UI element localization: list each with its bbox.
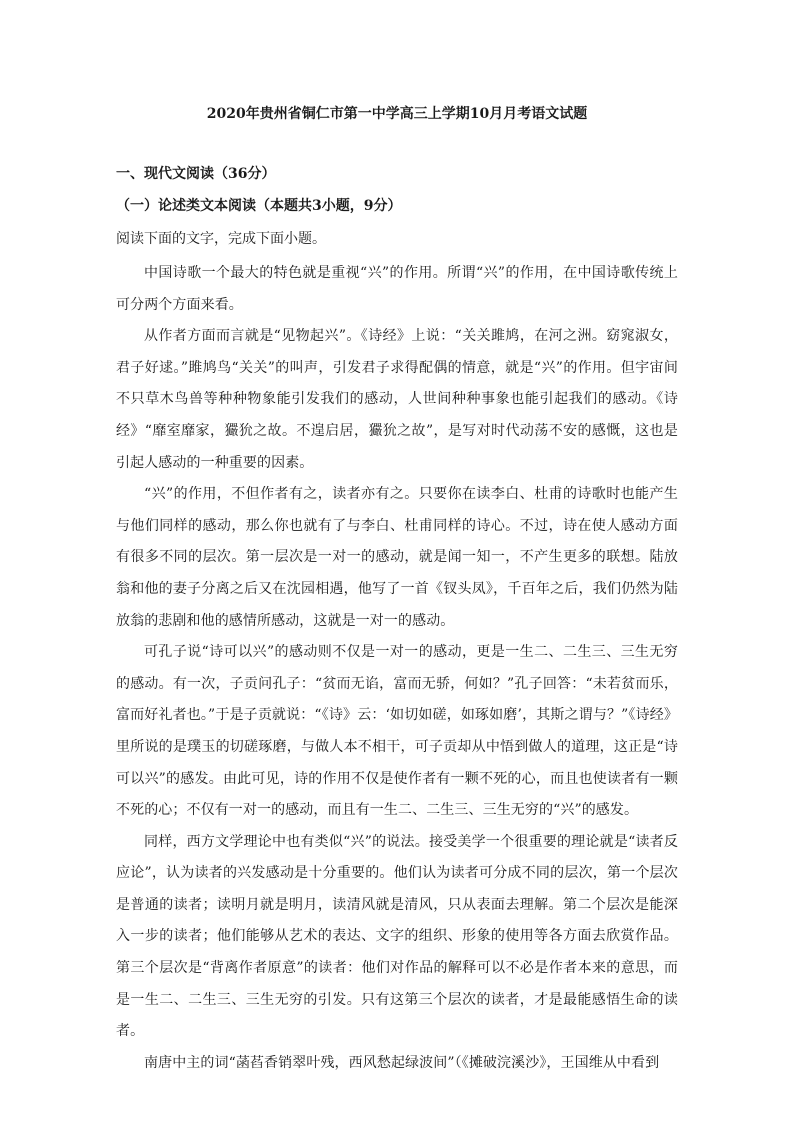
passage-paragraph-6: 南唐中主的词“菡萏香销翠叶残，西风愁起绿波间”（《摊破浣溪沙》，王国维从中看到 <box>144 1054 660 1071</box>
subsection-heading-argumentative-reading: （一）论述类文本阅读（本题共3小题，9分） <box>116 198 402 214</box>
passage-paragraph-5: 同样，西方文学理论中也有类似“兴”的说法。接受美学一个很重要的理论就是“读者反应论”，认为读者的兴发感动是十分重要的。他们认为读者可分成不同的层次，第一个层次是普通的读者；读明月就是明月，读清风就是清风，只从表面去理解。第二个层次是能深入一步的读者；他们能够从艺术的表达、文字的组织、形象的使用等各方面去欣赏作品。第三个层次是“背离作者原意”的读者：他们对作品的解释可以不必是作者本来的意思，而是一生二、二生三、三生无穷的引发。只有这第三个层次的读者，才是最能感悟生命的读者。 <box>116 833 678 1040</box>
passage-paragraph-4: 可孔子说“诗可以兴”的感动则不仅是一对一的感动，更是一生二、二生三、三生无穷的感动。有一次，子贡问孔子：“贫而无谄，富而无骄，何如？”孔子回答：“未若贫而乐，富而好礼者也。”于是子贡就说：“《诗》云：‘如切如磋，如琢如磨’，其斯之谓与？”《诗经》里所说的是璞玉的切磋琢磨，与做人本不相干，可子贡却从中悟到做人的道理，这正是“诗可以兴”的感发。由此可见，诗的作用不仅是使作者有一颗不死的心，而且也使读者有一颗不死的心；不仅有一对一的感动，而且有一生二、二生三、三生无穷的“兴”的感发。 <box>116 644 678 819</box>
passage-paragraph-1: 中国诗歌一个最大的特色就是重视“兴”的作用。所谓“兴”的作用，在中国诗歌传统上可分两个方面来看。 <box>116 265 678 313</box>
passage-paragraph-2: 从作者方面而言就是“见物起兴”。《诗经》上说：“关关雎鸠，在河之洲。窈窕淑女，君子好逑。”雎鸠鸟“关关”的叫声，引发君子求得配偶的情意，就是“兴”的作用。但宇宙间不只草木鸟兽等种种物象能引发我们的感动，人世间种种事象也能引起我们的感动。《诗经》“靡室靡家，玁狁之故。不遑启居，玁狁之故”，是写对时代动荡不安的感慨，这也是引起人感动的一种重要的因素。 <box>116 328 678 471</box>
passage-body <box>116 258 678 1079</box>
page-title: 2020年贵州省铜仁市第一中学高三上学期10月月考语文试题 <box>206 106 588 122</box>
reading-instruction: 阅读下面的文字，完成下面小题。 <box>116 231 326 247</box>
passage-paragraph-3: “兴”的作用，不但作者有之，读者亦有之。只要你在读李白、杜甫的诗歌时也能产生与他们同样的感动，那么你也就有了与李白、杜甫同样的诗心。不过，诗在使人感动方面有很多不同的层次。第一层次是一对一的感动，就是闻一知一，不产生更多的联想。陆放翁和他的妻子分离之后又在沈园相遇，他写了一首《钗头凤》，千百年之后，我们仍然为陆放翁的悲剧和他的感情所感动，这就是一对一的感动。 <box>116 486 678 629</box>
section-heading-modern-reading: 一、现代文阅读（36分） <box>116 166 276 182</box>
